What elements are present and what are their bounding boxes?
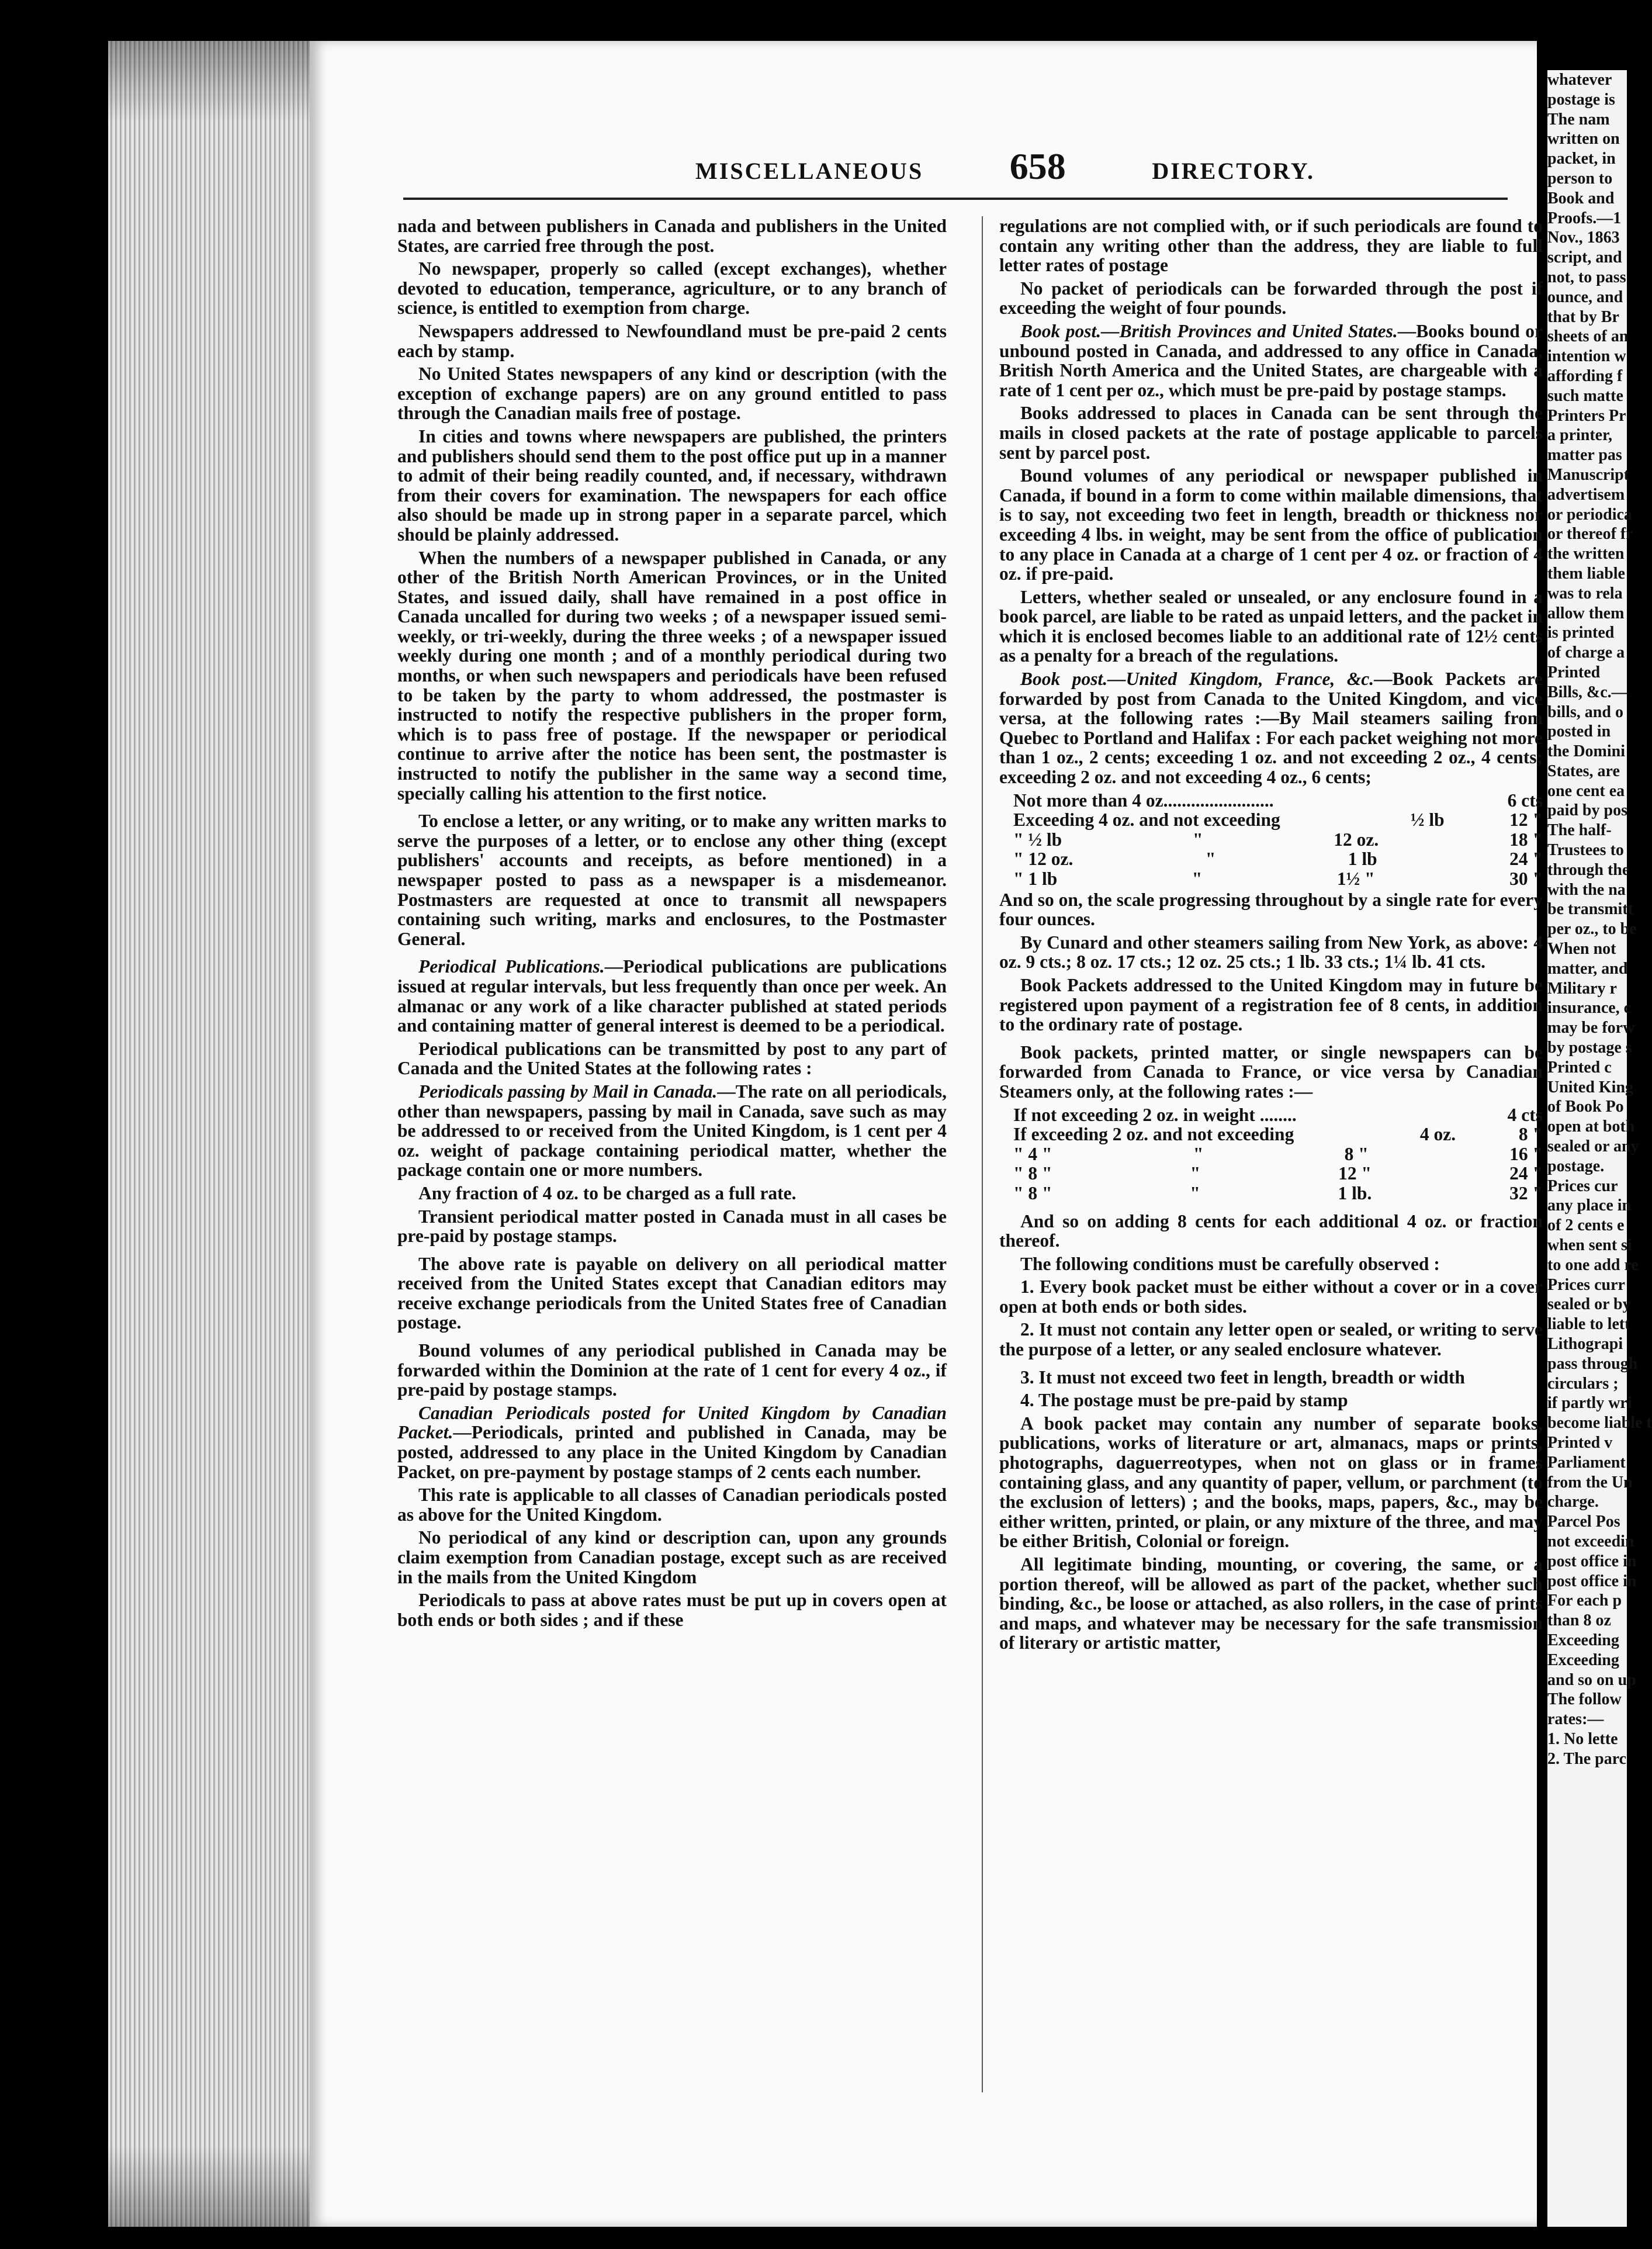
paragraph: [397, 1485, 947, 1524]
adjacent-page-line: Printed c: [1547, 1058, 1612, 1077]
paragraph-lead: Book post.—United Kingdom, France, &c.: [1020, 669, 1374, 690]
adjacent-page-line: Bills, &c.—: [1547, 683, 1628, 701]
paragraph-text: By Cunard and other steamers sailing from New York, as above: 4 oz. 9 cts.; 8 oz. 17 cts.; 12 oz. 25 cts.; 1 lb. 33 cts.; 1¼ lb. 41 cts.: [999, 932, 1543, 973]
adjacent-page-line: from the Un: [1547, 1473, 1633, 1492]
paragraph: [999, 216, 1543, 275]
running-header: [695, 145, 1315, 192]
header-rule: [403, 198, 1508, 200]
adjacent-page-line: postage.: [1547, 1157, 1605, 1175]
paragraph-text: Periodical publications can be transmitted by post to any part of Canada and the United States at the following rates :: [397, 1038, 947, 1079]
header-left: MISCELLANEOUS: [695, 158, 924, 184]
adjacent-page-line: of 2 cents e: [1547, 1216, 1625, 1235]
rate-cell-d: 8 ": [1518, 1124, 1543, 1145]
book-page-edges: [108, 41, 310, 2227]
paragraph: [999, 403, 1543, 462]
right-column-part-a: [999, 216, 1543, 787]
paragraph-text: Letters, whether sealed or unsealed, or any enclosure found in a book parcel, are liable to be rated as unpaid letters, and the packet in which it is enclosed becomes liable to an additional rate of 12½ cents as a penalty for a breach of the regulations.: [999, 586, 1543, 666]
adjacent-page-line: matter pas: [1547, 446, 1622, 465]
adjacent-page-line: when sent si: [1547, 1236, 1632, 1255]
adjacent-page-fragment: [1547, 70, 1652, 2227]
adjacent-page-line: if partly wri: [1547, 1394, 1632, 1413]
paragraph: [999, 466, 1543, 584]
adjacent-page-line: open at both: [1547, 1117, 1635, 1136]
paragraph: [397, 364, 947, 423]
adjacent-page-line: Proofs.—1: [1547, 209, 1622, 227]
rates-table-france: [1013, 1105, 1543, 1203]
adjacent-page-line: through the: [1547, 860, 1630, 879]
paragraph-text: 2. It must not contain any letter open or sealed, or writing to serve the purpose of a letter, or any sealed enclosure whatever.: [999, 1319, 1543, 1360]
paragraph: [999, 1277, 1543, 1316]
adjacent-page-lines: [1547, 70, 1652, 1769]
adjacent-page-line: allow them: [1547, 604, 1625, 622]
rate-row: [1013, 1105, 1543, 1125]
paragraph: [397, 216, 947, 255]
paragraph: [397, 1254, 947, 1333]
rate-row: [1013, 830, 1543, 850]
adjacent-page-line: was to rela: [1547, 584, 1623, 603]
paragraph-lead: Canadian Periodicals posted for United Kingdom by Canadian Packet.: [397, 1402, 947, 1443]
adjacent-page-line: a printer,: [1547, 426, 1612, 445]
paragraph-text: When the numbers of a newspaper published in Canada, or any other of the British North American Provinces, or in the United States, and issued daily, shall have remained in a post office in Canada uncalled for during two weeks ; of a newspaper issued semi-weekly, or tri-weekly, during the three weeks ; of a newspaper issued weekly during one month ; and of a monthly periodical during two months, or when such newspapers and periodicals have been refused to be taken by the party to whom addressed, the postmaster is instructed to notify the respective publishers in the proper form, which is to pass free of postage. If the newspaper or periodical continue to arrive after the notice has been sent, the postmaster is instructed to notify the publisher in the same way a second time, specially calling his attention to the first notice.: [397, 547, 947, 804]
paragraph: [397, 1039, 947, 1078]
paragraph: [999, 1555, 1543, 1653]
paragraph-text: Transient periodical matter posted in Canada must in all cases be pre-paid by postage stamps.: [397, 1206, 947, 1247]
paragraph: [397, 1528, 947, 1587]
rate-cell-b: ": [1192, 869, 1203, 889]
paragraph-text: In cities and towns where newspapers are published, the printers and publishers should send them to the post office put up in a manner to admit of their being readily counted, and, if necessary, withdrawn from their covers for examination. The newspapers for each office also should be made up in strong paper in a separate parcel, which should be plainly addressed.: [397, 425, 947, 545]
rate-cell-a: " 4 ": [1013, 1143, 1052, 1164]
paragraph-text: No United States newspapers of any kind or description (with the exception of exchange papers) are on any ground entitled to pass through the Canadian mails free of postage.: [397, 364, 947, 424]
rate-row: [1013, 791, 1543, 811]
paragraph-text: No newspaper, properly so called (except exchanges), whether devoted to education, temperance, agriculture, or to any branch of science, is entitled to exemption from charge.: [397, 258, 947, 319]
adjacent-page-line: post office in: [1547, 1572, 1637, 1590]
paragraph: [397, 1590, 947, 1629]
adjacent-page-line: the Domini: [1547, 742, 1625, 761]
paragraph: [397, 1184, 947, 1203]
paragraph-text: 3. It must not exceed two feet in length, breadth or width: [1020, 1366, 1465, 1388]
rate-cell-b: ": [1190, 1182, 1200, 1203]
paragraph: [999, 321, 1543, 400]
adjacent-page-line: insurance, c: [1547, 999, 1632, 1018]
paragraph: [999, 279, 1543, 318]
rate-cell-a: " 1 lb: [1013, 869, 1058, 889]
adjacent-page-line: 2. The parc: [1547, 1749, 1627, 1768]
paragraph: [397, 427, 947, 545]
paragraph-text: A book packet may contain any number of separate books, publications, works of literature or art, almanacs, maps or prints, photographs, daguerreotypes, when not on glass or in frames containing glass, and any quantity of paper, vellum, or parchment (to the exclusion of letters) ; and the books, maps, papers, &c., may be either written, printed, or plain, or any mixture of the three, and may be either British, Colonial or foreign.: [999, 1413, 1543, 1552]
paragraph-text: Periodicals to pass at above rates must be put up in covers open at both ends or both sides ; and if these: [397, 1590, 947, 1630]
adjacent-page-line: The half-: [1547, 821, 1612, 840]
rate-cell-b: ": [1205, 849, 1216, 870]
adjacent-page-line: Prices cur: [1547, 1177, 1618, 1195]
adjacent-page-line: whatever: [1547, 71, 1612, 89]
adjacent-page-line: advertisem: [1547, 485, 1625, 504]
adjacent-page-line: that by Br: [1547, 307, 1619, 326]
paragraph-text: The following conditions must be carefully observed :: [1020, 1253, 1440, 1274]
adjacent-page-line: sealed or by: [1547, 1295, 1631, 1314]
rate-cell-d: 24 ": [1509, 1163, 1543, 1184]
rate-cell-a: " 12 oz.: [1013, 849, 1073, 870]
paragraph-text: —Books bound or unbound posted in Canada, and addressed to any office in Canada, British North America and the United States, are chargeable with a rate of 1 cent per oz., which must be pre-paid by postage stamps.: [999, 320, 1543, 400]
adjacent-page-line: not, to pass: [1547, 268, 1626, 286]
adjacent-page-line: not exceedin: [1547, 1532, 1634, 1551]
adjacent-page-line: Prices curr: [1547, 1275, 1625, 1294]
adjacent-page-line: sealed or any: [1547, 1137, 1639, 1156]
paragraph: [397, 957, 947, 1035]
rate-cell-d: 4 cts: [1507, 1104, 1543, 1125]
rate-row: [1013, 849, 1543, 869]
rate-cell-d: 24 ": [1509, 849, 1543, 870]
adjacent-page-line: States, are: [1547, 762, 1620, 780]
paragraph-lead: Periodical Publications.: [418, 956, 605, 977]
rate-row: [1013, 1184, 1543, 1203]
rate-cell-c: 12 ": [1338, 1163, 1372, 1184]
paragraph-text: No periodical of any kind or description can, upon any grounds claim exemption from Canadian postage, except such as are received in the mails from the United Kingdom: [397, 1527, 947, 1587]
adjacent-page-line: Book and: [1547, 189, 1615, 207]
rate-cell-d: 18 ": [1509, 829, 1543, 850]
rate-cell-b: ": [1193, 1143, 1204, 1164]
adjacent-page-line: rates:—: [1547, 1710, 1604, 1729]
right-column: [999, 216, 1543, 1656]
rate-cell-a: Not more than 4 oz........................: [1013, 790, 1274, 811]
paragraph: [397, 1403, 947, 1482]
adjacent-page-line: Lithograpi: [1547, 1335, 1623, 1353]
rate-cell-b: ": [1192, 829, 1203, 850]
paragraph-text: Bound volumes of any periodical or newspaper published in Canada, if bound in a form to come within mailable dimensions, that is to say, not exceeding two feet in length, breadth or thickness nor exceeding 4 lbs. in weight, may be sent from the office of publication to any place in Canada at a charge of 1 cent per 4 oz. or fraction of 4 oz. if pre-paid.: [999, 465, 1543, 584]
adjacent-page-line: Trustees to: [1547, 841, 1624, 860]
paragraph-text: Books addressed to places in Canada can be sent through the mails in closed packets at the rate of postage applicable to parcels sent by parcel post.: [999, 403, 1543, 463]
adjacent-page-line: Exceeding: [1547, 1631, 1619, 1649]
paragraph: [999, 890, 1543, 929]
paragraph-text: nada and between publishers in Canada and publishers in the United States, are carried free through the post.: [397, 216, 947, 256]
paragraph: [999, 1320, 1543, 1359]
paragraph-text: To enclose a letter, or any writing, or to make any written marks to serve the purposes of a letter, or to enclose any other thing (except publishers' accounts and receipts, as before mentioned) in a newspaper posted to pass as a newspaper is a misdemeanor. Postmasters are requested at once to transmit all newspapers containing such writing, marks and enclosures, to the Postmaster General.: [397, 811, 947, 949]
rate-cell-a: Exceeding 4 oz. and not exceeding: [1013, 809, 1280, 831]
paragraph-text: Bound volumes of any periodical published in Canada may be forwarded within the Dominion at the rate of 1 cent for every 4 oz., if pre-paid by postage stamps.: [397, 1340, 947, 1400]
paragraph-text: Book Packets addressed to the United Kingdom may in future be registered upon payment of a registration fee of 8 cents, in addition to the ordinary rate of postage.: [999, 974, 1543, 1035]
adjacent-page-line: matter, and: [1547, 959, 1628, 978]
adjacent-page-line: or periodica: [1547, 505, 1632, 524]
rate-cell-c: 1 lb: [1348, 849, 1377, 870]
paragraph: [999, 1414, 1543, 1551]
adjacent-page-line: script, and: [1547, 248, 1622, 267]
paragraph: [397, 1207, 947, 1246]
rate-row: [1013, 1164, 1543, 1184]
adjacent-page-line: of charge a: [1547, 643, 1625, 662]
paragraph-text: And so on, the scale progressing throughout by a single rate for every four ounces.: [999, 889, 1543, 930]
right-column-part-c: [999, 1212, 1543, 1653]
adjacent-page-line: Printers Pr: [1547, 406, 1626, 425]
paragraph: [999, 1212, 1543, 1251]
paragraph-text: Book packets, printed matter, or single newspapers can be forwarded from Canada to France, or vice versa by Canadian Steamers only, at the following rates :—: [999, 1042, 1543, 1102]
rate-cell-c: 12 oz.: [1334, 829, 1379, 850]
paragraph-lead: Book post.—British Provinces and United States.: [1020, 320, 1398, 341]
adjacent-page-line: ounce, and: [1547, 288, 1623, 306]
adjacent-page-line: For each p: [1547, 1591, 1622, 1610]
adjacent-page-line: be transmitt: [1547, 900, 1633, 919]
adjacent-page-line: to one add re: [1547, 1255, 1639, 1274]
adjacent-page-line: The nam: [1547, 110, 1610, 129]
adjacent-page-line: post office in: [1547, 1552, 1637, 1570]
adjacent-page-line: such matte: [1547, 386, 1623, 405]
paragraph: [397, 1341, 947, 1400]
paragraph-text: —Book Packets are forwarded by post from Canada to the United Kingdom, and vice versa, at the following rates :—By Mail steamers sailing from Quebec to Portland and Halifax : For each packet weighing not more than 1 oz., 2 cents; exceeding 1 oz. and not exceeding 2 oz., 4 cents; exceeding 2 oz. and not exceeding 4 oz., 6 cents;: [999, 669, 1543, 788]
adjacent-page-line: affording f: [1547, 366, 1623, 385]
column-divider: [982, 216, 983, 2092]
rate-cell-a: " 8 ": [1013, 1163, 1052, 1184]
adjacent-page-line: the written: [1547, 545, 1625, 563]
adjacent-page-line: with the na: [1547, 880, 1626, 899]
adjacent-page-line: sheets of an: [1547, 327, 1629, 346]
rate-cell-a: If not exceeding 2 oz. in weight ........: [1013, 1104, 1297, 1125]
adjacent-page-line: one cent ea: [1547, 781, 1625, 800]
adjacent-page-line: posted in: [1547, 722, 1611, 741]
adjacent-page-line: bills, and o: [1547, 703, 1623, 721]
adjacent-page-line: and so on up: [1547, 1670, 1636, 1689]
adjacent-page-line: of Book Po: [1547, 1098, 1624, 1116]
adjacent-page-line: person to: [1547, 169, 1613, 188]
adjacent-page-line: Printed: [1547, 663, 1601, 681]
adjacent-page-line: Parcel Pos: [1547, 1513, 1620, 1531]
adjacent-page-line: Printed v: [1547, 1433, 1613, 1452]
adjacent-page-line: charge.: [1547, 1493, 1599, 1511]
header-right: DIRECTORY.: [1152, 158, 1315, 184]
adjacent-page-line: Exceeding: [1547, 1651, 1619, 1669]
adjacent-page-line: liable to lett: [1547, 1315, 1630, 1334]
rate-row: [1013, 1124, 1543, 1144]
paragraph-text: Any fraction of 4 oz. to be charged as a full rate.: [418, 1182, 796, 1203]
adjacent-page-line: or thereof fr: [1547, 525, 1633, 544]
paragraph-text: And so on adding 8 cents for each additional 4 oz. or fraction thereof.: [999, 1210, 1543, 1251]
rate-cell-c: 4 oz.: [1419, 1124, 1456, 1145]
rate-cell-a: If exceeding 2 oz. and not exceeding: [1013, 1124, 1294, 1145]
adjacent-page-line: than 8 oz: [1547, 1611, 1611, 1630]
paragraph-text: regulations are not complied with, or if such periodicals are found to contain any writing other than the address, they are liable to full letter rates of postage: [999, 216, 1543, 276]
paragraph: [397, 321, 947, 361]
rate-cell-a: " 8 ": [1013, 1182, 1052, 1203]
adjacent-page-line: pass through: [1547, 1354, 1638, 1373]
rate-cell-d: 16 ": [1509, 1143, 1543, 1164]
paragraph-text: This rate is applicable to all classes of Canadian periodicals posted as above for the United Kingdom.: [397, 1485, 947, 1525]
adjacent-page-line: them liable: [1547, 564, 1625, 583]
paragraph-text: Newspapers addressed to Newfoundland must be pre-paid 2 cents each by stamp.: [397, 320, 947, 361]
rate-row: [1013, 869, 1543, 889]
right-column-part-b: [999, 890, 1543, 1102]
adjacent-page-line: packet, in: [1547, 150, 1616, 168]
rate-cell-b: ": [1190, 1163, 1201, 1184]
paragraph: [999, 1390, 1543, 1410]
adjacent-page-line: per oz., to be: [1547, 920, 1637, 939]
paragraph: [397, 548, 947, 804]
adjacent-page-line: The follow: [1547, 1690, 1622, 1709]
adjacent-page-line: written on: [1547, 130, 1620, 148]
rate-cell-c: 1½ ": [1336, 869, 1375, 889]
paragraph-text: —The rate on all periodicals, other than newspapers, passing by mail in Canada, save such as may be addressed to or received from the United Kingdom, is 1 cent per 4 oz. weight of package containing periodical matter, whether the package contain one or more numbers.: [397, 1081, 947, 1181]
adjacent-page-line: Manuscript: [1547, 465, 1629, 484]
paragraph-text: All legitimate binding, mounting, or covering, the same, or a portion thereof, will be allowed as part of the packet, whether such binding, &c., be loose or attached, as also rollers, in the case of prints and maps, and whatever may be necessary for the safe transmission of literary or artistic matter,: [999, 1554, 1543, 1653]
adjacent-page-line: 1. No lette: [1547, 1729, 1618, 1748]
paragraph: [999, 1043, 1543, 1102]
adjacent-page-line: Nov., 1863: [1547, 229, 1620, 247]
adjacent-page-line: United King: [1547, 1078, 1634, 1096]
paragraph-text: —Periodical publications are publications issued at regular intervals, but less frequently than once per week. An almanac or any work of a like character published at stated periods and containing matter of general interest is deemed to be a periodical.: [397, 956, 947, 1036]
rate-cell-d: 32 ": [1509, 1182, 1543, 1203]
adjacent-page-line: by postage s: [1547, 1039, 1632, 1057]
rate-cell-d: 12 ": [1509, 809, 1543, 831]
paragraph: [999, 1368, 1543, 1388]
rate-row: [1013, 1144, 1543, 1164]
paragraph: [999, 669, 1543, 787]
rate-cell-c: 8 ": [1344, 1143, 1369, 1164]
paragraph-lead: Periodicals passing by Mail in Canada.: [418, 1081, 718, 1102]
rates-table-uk: [1013, 791, 1543, 889]
paragraph-text: —Periodicals, printed and published in Canada, may be posted, addressed to any place in the United Kingdom by Canadian Packet, on pre-payment by postage stamps of 2 cents each number.: [397, 1422, 947, 1482]
adjacent-page-line: any place in: [1547, 1196, 1632, 1215]
adjacent-page-line: postage is: [1547, 90, 1615, 109]
adjacent-page-line: is printed: [1547, 624, 1615, 642]
adjacent-page-line: Military r: [1547, 979, 1617, 998]
paragraph: [397, 259, 947, 318]
paragraph-text: The above rate is payable on delivery on all periodical matter received from the United States except that Canadian editors may receive exchange periodicals from the United States free of Canadian postage.: [397, 1253, 947, 1333]
paragraph: [999, 1254, 1543, 1274]
page-number: 658: [1009, 146, 1066, 187]
adjacent-page-line: circulars ;: [1547, 1374, 1619, 1393]
adjacent-page-line: may be forw: [1547, 1019, 1635, 1037]
paragraph-text: 4. The postage must be pre-paid by stamp: [1020, 1390, 1348, 1411]
rate-cell-d: 30 ": [1509, 869, 1543, 889]
rate-row: [1013, 810, 1543, 830]
paragraph: [999, 975, 1543, 1034]
adjacent-page-line: When not: [1547, 940, 1616, 959]
paragraph: [999, 933, 1543, 972]
adjacent-page-line: become liable t: [1547, 1414, 1652, 1433]
adjacent-page-line: intention w: [1547, 347, 1626, 366]
left-column: [397, 216, 947, 1633]
adjacent-page-line: Parliament: [1547, 1453, 1626, 1472]
paragraph-text: 1. Every book packet must be either without a cover or in a cover open at both ends or both sides.: [999, 1276, 1543, 1317]
rate-cell-c: 1 lb.: [1338, 1182, 1372, 1203]
paragraph-text: No packet of periodicals can be forwarded through the post if exceeding the weight of four pounds.: [999, 278, 1543, 319]
rate-cell-c: ½ lb: [1410, 809, 1445, 831]
paragraph: [397, 811, 947, 949]
rate-cell-a: " ½ lb: [1013, 829, 1062, 850]
paragraph: [397, 1082, 947, 1180]
adjacent-page-line: paid by pos: [1547, 801, 1627, 820]
paragraph: [999, 587, 1543, 666]
rate-cell-d: 6 cts: [1507, 790, 1543, 811]
